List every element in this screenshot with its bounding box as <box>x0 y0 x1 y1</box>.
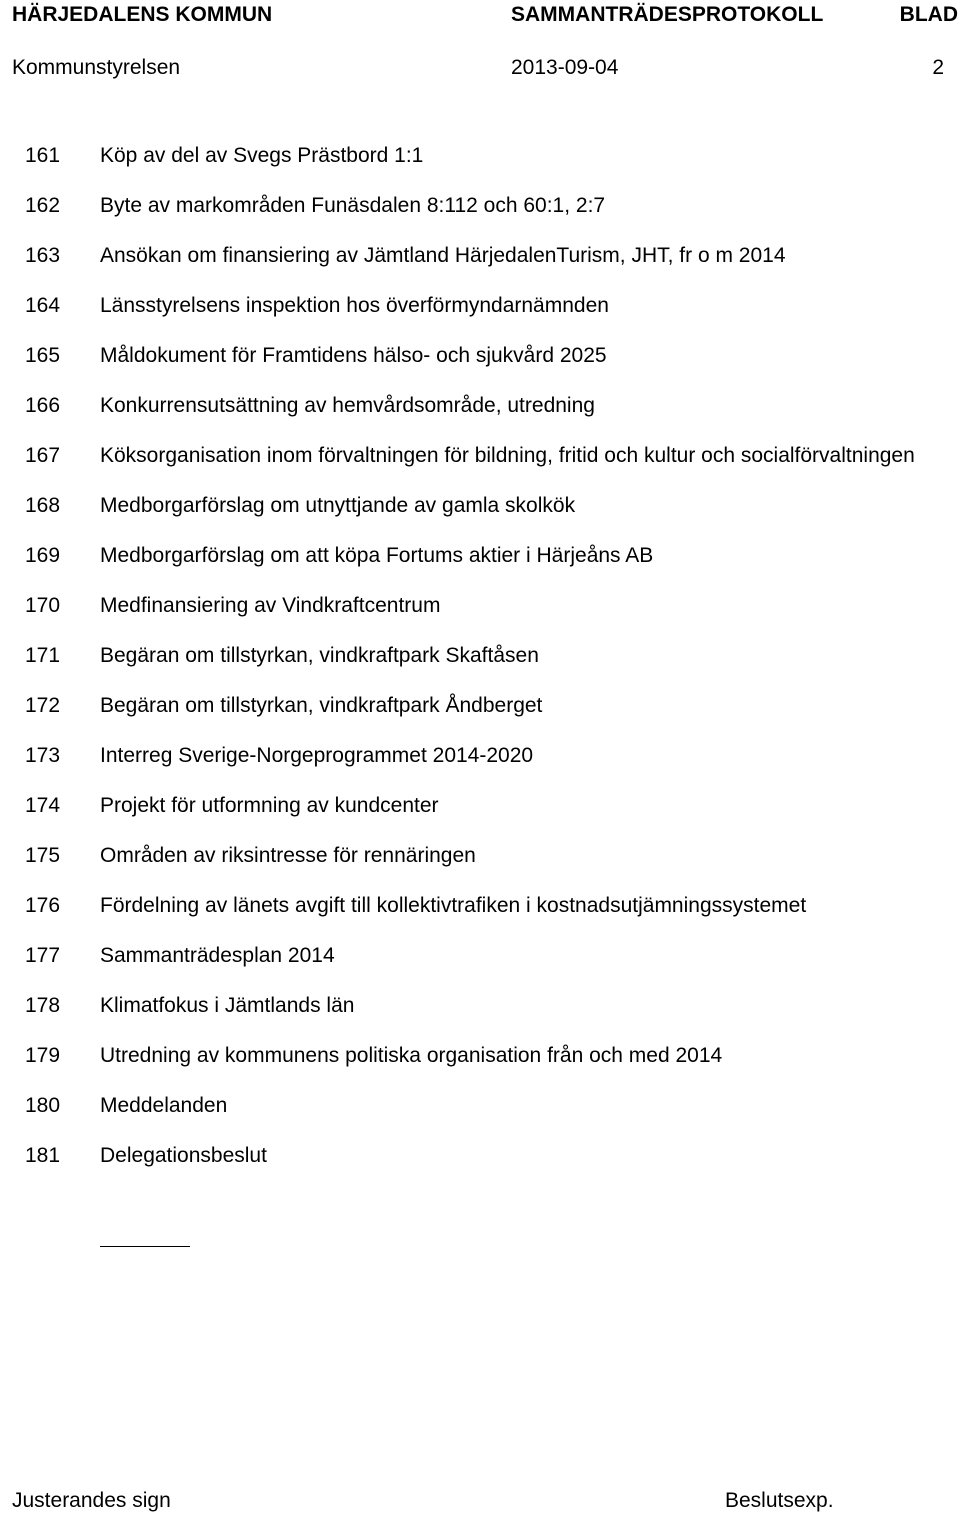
agenda-item-title: Utredning av kommunens politiska organisation från och med 2014 <box>100 1044 723 1067</box>
agenda-item-number: 165 <box>25 344 61 367</box>
agenda-item-title: Områden av riksintresse för rennäringen <box>100 844 476 867</box>
agenda-item-title: Måldokument för Framtidens hälso- och sjukvård 2025 <box>100 344 607 367</box>
agenda-item-number: 161 <box>25 144 61 167</box>
agenda-item-title: Medborgarförslag om att köpa Fortums aktier i Härjeåns AB <box>100 544 654 567</box>
agenda-item-number: 174 <box>25 794 61 817</box>
agenda-item <box>25 893 945 919</box>
agenda-item <box>25 593 945 619</box>
agenda-item <box>25 293 945 319</box>
document-type: SAMMANTRÄDESPROTOKOLL <box>511 3 824 26</box>
signature-divider <box>100 1246 190 1247</box>
meeting-date: 2013-09-04 <box>511 56 619 79</box>
agenda-item <box>25 1093 945 1119</box>
footer-dispatch-label: Beslutsexp. <box>725 1489 834 1512</box>
agenda-item-title: Ansökan om finansiering av Jämtland HärjedalenTurism, JHT, fr o m 2014 <box>100 244 786 267</box>
agenda-item-number: 163 <box>25 244 61 267</box>
agenda-item-number: 178 <box>25 994 61 1017</box>
agenda-item <box>25 693 945 719</box>
agenda-item-title: Klimatfokus i Jämtlands län <box>100 994 355 1017</box>
agenda-item-title: Köksorganisation inom förvaltningen för bildning, fritid och kultur och socialförvaltningen <box>100 444 915 467</box>
agenda-item <box>25 1143 945 1169</box>
agenda-item-title: Medborgarförslag om utnyttjande av gamla skolkök <box>100 494 576 517</box>
agenda-item-number: 164 <box>25 294 61 317</box>
agenda-item-title: Fördelning av länets avgift till kollektivtrafiken i kostnadsutjämningssystemet <box>100 894 807 917</box>
page-label: BLAD <box>899 3 958 26</box>
agenda-item-number: 169 <box>25 544 61 567</box>
document-subheader <box>12 53 958 83</box>
agenda-item-number: 170 <box>25 594 61 617</box>
agenda-item-title: Delegationsbeslut <box>100 1144 267 1167</box>
agenda-item <box>25 993 945 1019</box>
agenda-item <box>25 493 945 519</box>
agenda-item-number: 167 <box>25 444 61 467</box>
agenda-item-number: 181 <box>25 1144 61 1167</box>
agenda-item-number: 180 <box>25 1094 61 1117</box>
agenda-item-title: Medfinansiering av Vindkraftcentrum <box>100 594 441 617</box>
agenda-list <box>25 143 945 1193</box>
agenda-item <box>25 643 945 669</box>
agenda-item-title: Begäran om tillstyrkan, vindkraftpark Skaftåsen <box>100 644 539 667</box>
agenda-item-title: Byte av markområden Funäsdalen 8:112 och 60:1, 2:7 <box>100 194 606 217</box>
agenda-item <box>25 793 945 819</box>
document-header <box>12 0 958 30</box>
agenda-item-number: 162 <box>25 194 61 217</box>
footer-signature-label: Justerandes sign <box>12 1489 171 1512</box>
agenda-item <box>25 243 945 269</box>
agenda-item-title: Projekt för utformning av kundcenter <box>100 794 439 817</box>
agenda-item-number: 175 <box>25 844 61 867</box>
agenda-item-number: 172 <box>25 694 61 717</box>
agenda-item-title: Sammanträdesplan 2014 <box>100 944 335 967</box>
agenda-item <box>25 343 945 369</box>
agenda-item-number: 177 <box>25 944 61 967</box>
agenda-item-number: 166 <box>25 394 61 417</box>
agenda-item-title: Konkurrensutsättning av hemvårdsområde, utredning <box>100 394 595 417</box>
municipality-name: HÄRJEDALENS KOMMUN <box>12 3 273 26</box>
agenda-item <box>25 143 945 169</box>
agenda-item <box>25 743 945 769</box>
agenda-item-number: 179 <box>25 1044 61 1067</box>
agenda-item-number: 171 <box>25 644 61 667</box>
agenda-item <box>25 193 945 219</box>
agenda-item <box>25 843 945 869</box>
agenda-item <box>25 543 945 569</box>
agenda-item-title: Interreg Sverige-Norgeprogrammet 2014-2020 <box>100 744 534 767</box>
agenda-item-title: Begäran om tillstyrkan, vindkraftpark Åndberget <box>100 694 543 717</box>
agenda-item <box>25 443 945 469</box>
agenda-item-number: 168 <box>25 494 61 517</box>
agenda-item <box>25 943 945 969</box>
agenda-item-number: 176 <box>25 894 61 917</box>
agenda-item-title: Köp av del av Svegs Prästbord 1:1 <box>100 144 424 167</box>
committee-name: Kommunstyrelsen <box>12 56 181 79</box>
agenda-item <box>25 1043 945 1069</box>
agenda-item-number: 173 <box>25 744 61 767</box>
agenda-item-title: Meddelanden <box>100 1094 228 1117</box>
agenda-item-title: Länsstyrelsens inspektion hos överförmyndarnämnden <box>100 294 609 317</box>
agenda-item <box>25 393 945 419</box>
page-number: 2 <box>932 56 944 79</box>
